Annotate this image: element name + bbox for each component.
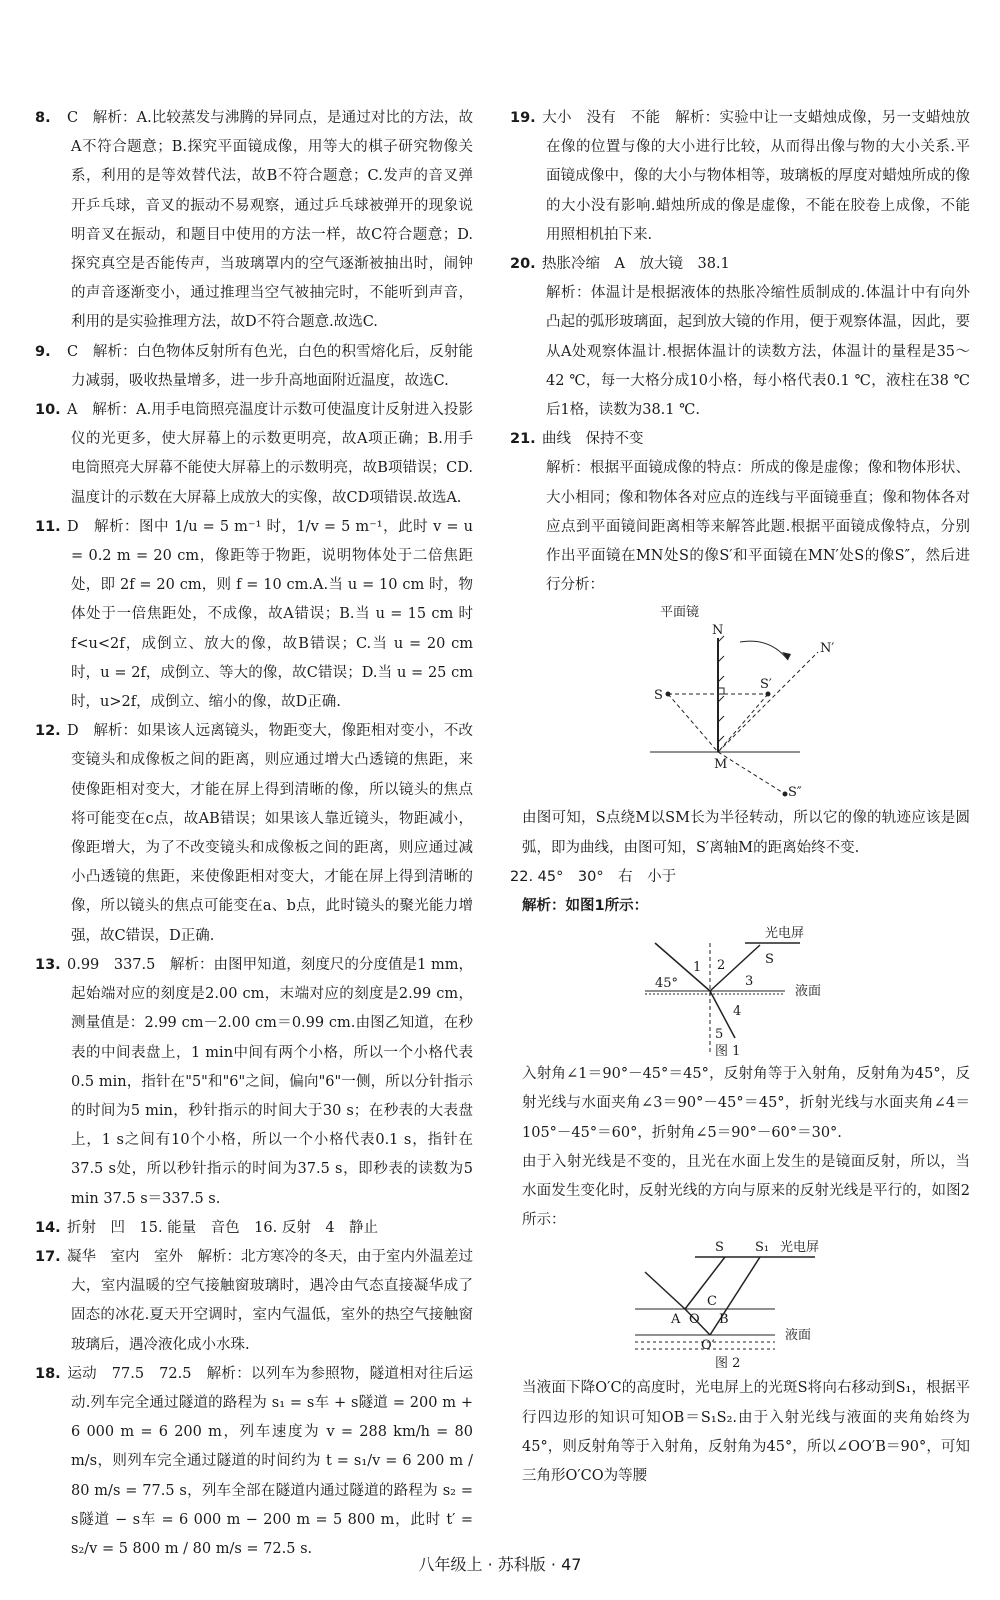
fig2-label-o: O (689, 1312, 700, 1328)
question-number: 10. (35, 402, 61, 419)
fig2-screen-label: 光电屏 (780, 1240, 820, 1256)
question-number: 8. (35, 110, 51, 126)
fig1-angle2: 2 (717, 958, 726, 974)
fig1-angle1: 1 (693, 960, 702, 976)
question-number: 21. (510, 431, 536, 448)
fig2-label-b: B (719, 1312, 729, 1328)
fig-mirror-label-s1: S′ (760, 677, 772, 693)
left-column (35, 104, 473, 1564)
question-number: 9. (35, 343, 51, 360)
fig1-angle5: 5 (715, 1027, 724, 1043)
fig2-surface-label: 液面 (785, 1328, 812, 1344)
fig2-caption: 图 2 (715, 1356, 741, 1372)
q22-analysis-lead-text: 解析：如图1所示： (522, 898, 649, 915)
right-items (510, 104, 970, 600)
question-number: 12. (35, 723, 61, 740)
answer-text: 曲线 保持不变 (542, 431, 644, 448)
left-item (35, 717, 473, 951)
left-item (35, 513, 473, 717)
fig2-label-a: A (671, 1312, 681, 1328)
fig2-label-c: C (707, 1294, 717, 1310)
left-item (35, 396, 473, 513)
q22-analysis-lead (510, 892, 970, 921)
right-item (510, 279, 970, 425)
fig1-screen-label: 光电屏 (765, 926, 805, 942)
answer-text: 运动 77.5 72.5 解析：以列车为参照物，隧道相对往后运动.列车完全通过隧道的路程为 s₁ = s车 + s隧道 = 200 m + 6 000 m = 6 200 m，列车速度为 v = 288 km/h = 80 m/s，则列车完全通过隧道的时间约为 t = s₁/v = 6 200 m / 80 m/s = 77.5 s，列车全部在隧道内通过隧道的路程为 s₂ = s隧道 − s车 = 6 000 m − 200 m = 5 800 m，此时 t′ = s₂/v = 5 800 m / 80 m/s = 72.5 s. (67, 1365, 473, 1557)
fig1-caption: 图 1 (715, 1044, 741, 1059)
fig-mirror-label-n2: N′ (820, 641, 835, 657)
answer-text: 解析：体温计是根据液体的热胀冷缩性质制成的.体温计中有向外凸起的弧形玻璃面，起到放大镜的作用，便于观察体温，因此，要从A处观察体温计.根据体温计的读数方法，体温计的量程是35～42 ℃，每一大格分成10小格，每小格代表0.1 ℃，液柱在38 ℃后1格，读数为38.1 ℃. (546, 285, 970, 419)
fig1-angle-45: 45° (655, 976, 679, 992)
question-number: 14. (35, 1219, 61, 1236)
q22-answers: 22. 45° 30° 右 小于 (510, 868, 677, 885)
fig2-label-s1: S₁ (755, 1240, 770, 1256)
q22-text-c: 当液面下降O′C的高度时，光电屏上的光斑S将向右移动到S₁，根据平行四边形的知识可知OB＝S₁S₂.由于入射光线与液面的夹角始终为45°，则反射角等于入射角，反射角为45°，所以∠OO′B＝90°，可知三角形O′CO为等腰 (522, 1380, 970, 1485)
mirror-rotation-figure (620, 602, 860, 802)
answer-text: 热胀冷缩 A 放大镜 38.1 (542, 256, 730, 273)
figure-2 (615, 1237, 865, 1372)
answer-text: A 解析：A.用手电筒照亮温度计示数可使温度计反射进入投影仪的光更多，使大屏幕上的示数更明亮，故A项正确；B.用手电筒照亮大屏幕不能使大屏幕上的示数明亮，故B项错误；CD.温度计的示数在大屏幕上成放大的实像，故CD项错误.故选A. (67, 402, 473, 506)
left-item (35, 951, 473, 1214)
page-footer: 八年级上 · 苏科版 · 47 (418, 1555, 582, 1574)
right-item (510, 454, 970, 600)
fig1-angle4: 4 (733, 1004, 742, 1020)
fig-mirror-label-s2: S″ (788, 785, 802, 801)
fig-mirror-label-s: S (654, 688, 663, 704)
answer-text: 解析：根据平面镜成像的特点：所成的像是虚像；像和物体形状、大小相同；像和物体各对应点的连线与平面镜垂直；像和物体各对应点到平面镜间距离相等来解答此题.根据平面镜成像特点，分别作出平面镜在MN处S的像S′和平面镜在MN′处S的像S″，然后进行分析： (546, 460, 970, 594)
right-item (510, 425, 970, 454)
fig1-angle3: 3 (745, 974, 754, 990)
fig1-label-s: S (765, 952, 774, 968)
left-item (35, 1243, 473, 1360)
left-item (35, 1360, 473, 1564)
answer-text: 0.99 337.5 解析：由图甲知道，刻度尺的分度值是1 mm，起始端对应的刻度是2.00 cm，末端对应的刻度是2.99 cm，测量值是：2.99 cm－2.00 cm＝0.99 cm.由图乙知道，在秒表的中间表盘上，1 min中间有两个小格，所以一个小格代表0.5 min，指针在"5"和"6"之间，偏向"6"一侧，所以分针指示的时间为5 min，秒针指示的时间大于30 s；在秒表的大表盘上，1 s之间有10个小格，所以一个小格代表0.1 s，指针在37.5 s处，所以秒针指示的时间为37.5 s，即秒表的读数为5 min 37.5 s＝337.5 s. (67, 956, 473, 1207)
right-item (510, 104, 970, 250)
fig2-label-s: S (715, 1240, 724, 1256)
fig-mirror-label-m: M (714, 757, 728, 773)
figure-1 (625, 923, 855, 1058)
right-column (510, 104, 970, 1491)
fig2-label-o2: O′ (701, 1338, 715, 1354)
q22-text-a: 入射角∠1＝90°－45°＝45°，反射角等于入射角，反射角为45°，反射光线与水面夹角∠3＝90°－45°＝45°，折射光线与水面夹角∠4＝105°－45°＝60°，折射角∠5＝90°－60°＝30°. (522, 1066, 970, 1141)
answer-text: 大小 没有 不能 解析：实验中让一支蜡烛成像，另一支蜡烛放在像的位置与像的大小进行比较，从而得出像与物的大小关系.平面镜成像中，像的大小与物体相等，玻璃板的厚度对蜡烛所成的像的大小没有影响.蜡烛所成的像是虚像，不能在胶卷上成像，不能用照相机拍下来. (542, 110, 970, 243)
answer-text: 折射 凹 15. 能量 音色 16. 反射 4 静止 (67, 1219, 379, 1236)
answer-text: C 解析：白色物体反射所有色光，白色的积雪熔化后，反射能力减弱，吸收热量增多，进一步升高地面附近温度，故选C. (67, 343, 473, 389)
question-number: 19. (510, 110, 536, 126)
question-number: 20. (510, 256, 536, 273)
left-item (35, 104, 473, 338)
fig1-surface-label: 液面 (795, 984, 822, 1000)
fig-mirror-title: 平面镜 (660, 605, 700, 621)
answer-text: C 解析：A.比较蒸发与沸腾的异同点，是通过对比的方法，故A不符合题意；B.探究平面镜成像，用等大的棋子研究物像关系，利用的是等效替代法，故B不符合题意；C.发声的音叉弹开乒乓球，音叉的振动不易观察，通过乒乓球被弹开的现象说明音叉在振动，和题目中使用的方法一样，故C符合题意；D.探究真空是否能传声，当玻璃罩内的空气逐渐被抽出时，闹钟的声音逐渐变小，通过推理当空气被抽完时，不能听到声音，利用的是实验推理方法，故D不符合题意.故选C. (67, 110, 473, 331)
q21-conclusion: 由图可知，S点绕M以SM长为半径转动，所以它的像的轨迹应该是圆弧，即为曲线，由图可知，S′离轴M的距离始终不变. (522, 810, 970, 856)
question-number: 17. (35, 1248, 61, 1265)
answer-text: 凝华 室内 室外 解析：北方寒冷的冬天，由于室内外温差过大，室内温暖的空气接触窗玻璃时，遇冷由气态直接凝华成了固态的冰花.夏天开空调时，室内气温低，室外的热空气接触窗玻璃后，遇冷液化成小水珠. (67, 1248, 473, 1353)
q22-text-b: 由于入射光线是不变的，且光在水面上发生的是镜面反射，所以，当水面发生变化时，反射光线的方向与原来的反射光线是平行的，如图2所示： (522, 1153, 970, 1229)
question-number: 18. (35, 1365, 61, 1382)
answer-text: D 解析：如果该人远离镜头，物距变大，像距相对变小，不改变镜头和成像板之间的距离，则应通过增大凸透镜的焦距，来使像距相对变大，才能在屏上得到清晰的像，所以镜头的焦点将可能变在c点，故AB错误；如果该人靠近镜头，物距减小，像距增大，为了不改变镜头和成像板之间的距离，则应通过减小凸透镜的焦距，来使像距相对变大，才能在屏上得到清晰的像，所以镜头的焦点可能变在a、b点，此时镜头的聚光能力增强，故C错误，D正确. (67, 723, 473, 944)
answer-text: D 解析：图中 1/u = 5 m⁻¹ 时，1/v = 5 m⁻¹，此时 v = u = 0.2 m = 20 cm，像距等于物距，说明物体处于二倍焦距处，即 2f = 20 cm，则 f = 10 cm.A.当 u = 10 cm 时，物体处于一倍焦距处，不成像，故A错误；B.当 u = 15 cm 时 f<u<2f，成倒立、放大的像，故B错误；C.当 u = 20 cm 时，u = 2f，成倒立、等大的像，故C错误；D.当 u = 25 cm 时，u>2f，成倒立、缩小的像，故D正确. (67, 518, 473, 711)
question-number: 13. (35, 956, 61, 973)
left-item (35, 338, 473, 396)
left-item (35, 1214, 473, 1243)
q22-header (510, 863, 970, 892)
right-item (510, 250, 970, 279)
question-number: 11. (35, 518, 61, 535)
fig-mirror-label-n: N (712, 623, 724, 639)
